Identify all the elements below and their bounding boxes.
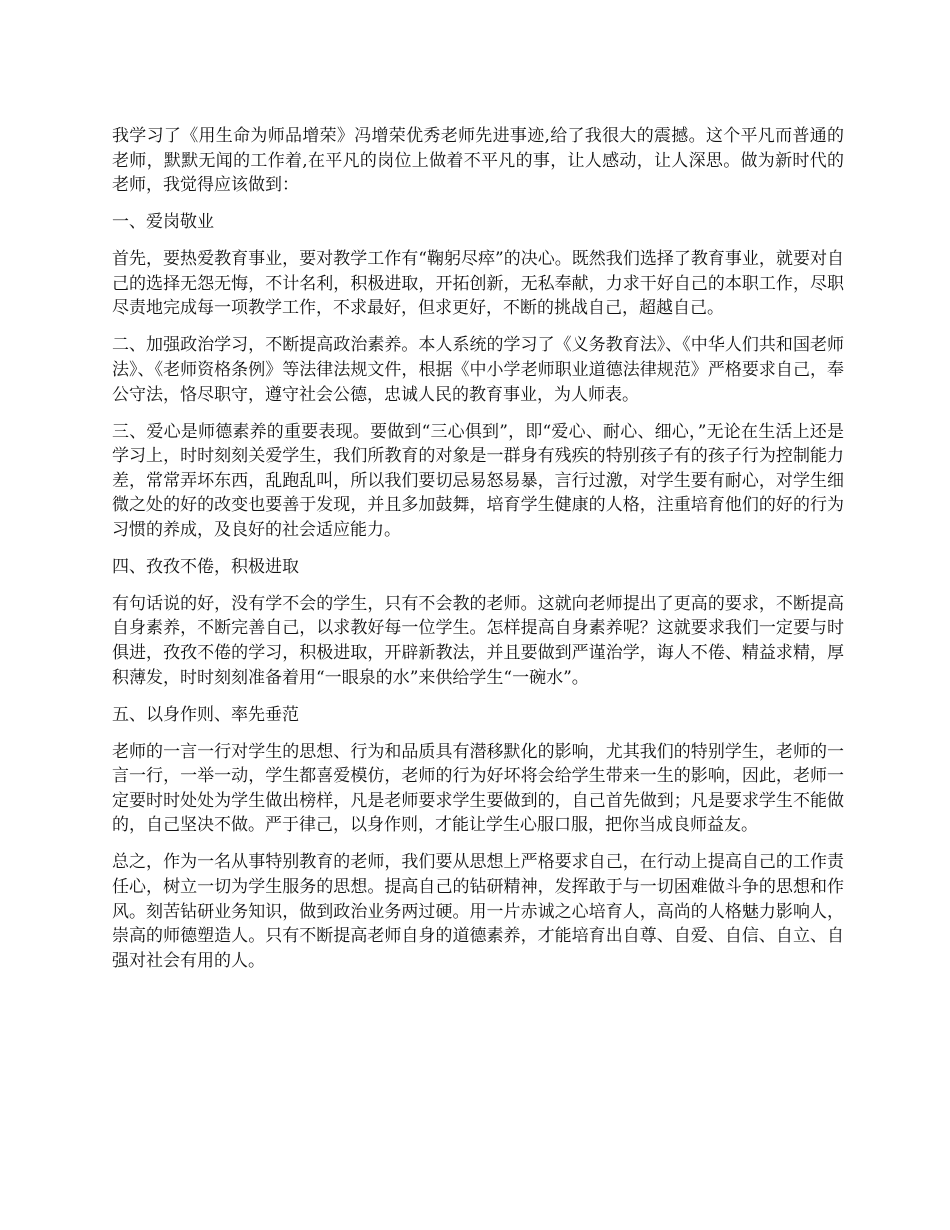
conclusion-paragraph: 总之，作为一名从事特别教育的老师，我们要从思想上严格要求自己，在行动上提高自己的工作责任心，树立一切为学生服务的思想。提高自己的钻研精神，发挥敢于与一切困难做斗争的思想和作风。刻苦钻研业务知识，做到政治业务两过硬。用一片赤诚之心培育人，高尚的人格魅力影响人，崇高的师德塑造人。只有不断提高老师自身的道德素养，才能培育出自尊、自爱、自信、自立、自强对社会有用的人。	[112, 852, 844, 971]
section-2-paragraph: 二、加强政治学习，不断提高政治素养。本人系统的学习了《义务教育法》、《中华人们共和国老师法》、《老师资格条例》等法律法规文件，根据《中小学老师职业道德法律规范》严格要求自己，奉公守法，恪尽职守，遵守社会公德，忠诚人民的教育事业，为人师表。	[112, 335, 844, 405]
section-4-paragraph: 有句话说的好，没有学不会的学生，只有不会教的老师。这就向老师提出了更高的要求，不断提高自身素养，不断完善自己，以求教好每一位学生。怎样提高自身素养呢？这就要求我们一定要与时俱进，孜孜不倦的学习，积极进取，开辟新教法，并且要做到严谨治学，诲人不倦、精益求精，厚积薄发，时时刻刻准备着用“一眼泉的水”来供给学生“一碗水”。	[112, 593, 844, 688]
section-5-heading: 五、以身作则、率先垂范	[112, 704, 299, 725]
document-body	[112, 124, 844, 986]
section-1-heading: 一、爱岗敬业	[112, 212, 214, 233]
intro-paragraph: 我学习了《用生命为师品增荣》冯增荣优秀老师先进事迹,给了我很大的震撼。这个平凡而普通的老师，默默无闻的工作着,在平凡的岗位上做着不平凡的事，让人感动，让人深思。做为新时代的老师，我觉得应该做到：	[112, 126, 844, 196]
section-4-heading: 四、孜孜不倦，积极进取	[112, 556, 299, 577]
section-5-paragraph: 老师的一言一行对学生的思想、行为和品质具有潜移默化的影响，尤其我们的特别学生，老师的一言一行，一举一动，学生都喜爱模仿，老师的行为好坏将会给学生带来一生的影响，因此，老师一定要时时处处为学生做出榜样，凡是老师要求学生要做到的，自己首先做到；凡是要求学生不能做的，自己坚决不做。严于律己，以身作则，才能让学生心服口服，把你当成良师益友。	[112, 741, 844, 836]
section-1-paragraph: 首先，要热爱教育事业，要对教学工作有“鞠躬尽瘁”的决心。既然我们选择了教育事业，就要对自己的选择无怨无悔，不计名利，积极进取，开拓创新，无私奉献，力求干好自己的本职工作，尽职尽责地完成每一项教学工作，不求最好，但求更好，不断的挑战自己，超越自己。	[112, 249, 844, 319]
section-3-paragraph: 三、爱心是师德素养的重要表现。要做到“三心俱到”，即“爱心、耐心、细心，”无论在生活上还是学习上，时时刻刻关爱学生，我们所教育的对象是一群身有残疾的特别孩子有的孩子行为控制能力差，常常弄坏东西，乱跑乱叫，所以我们要切忌易怒易暴，言行过激，对学生要有耐心，对学生细微之处的好的改变也要善于发现，并且多加鼓舞，培育学生健康的人格，注重培育他们的好的行为习惯的养成，及良好的社会适应能力。	[112, 421, 844, 540]
